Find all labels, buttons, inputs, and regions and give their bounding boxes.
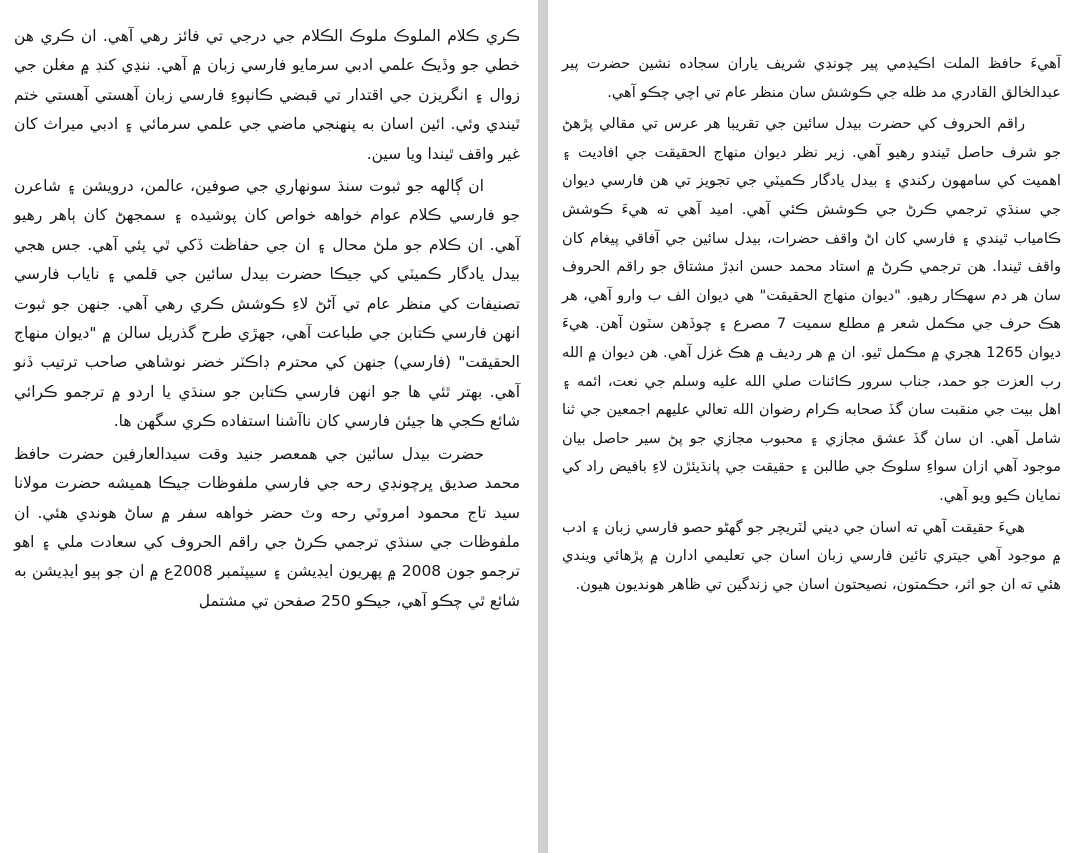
right-page (548, 0, 1079, 853)
left-paragraph-2: ان ڳالهه جو ثبوت سنڌ سونهاري جي صوفين، عالمن، درويشن ۽ شاعرن جو فارسي ڪلام عوام خواهه خواص کان پوشيده ۽ سمجهڻ کان ٻاهر رهيو آهي. ان ڪلام جو ملڻ محال ۽ ان جي حفاظت ڏکي ٿي پئي آهي. جس هجي بيدل يادگار ڪميٽي کي جيڪا حضرت بيدل سائين جي قلمي ۽ ناياب فارسي تصنيفات کي منظر عام تي آڻڻ لاءِ ڪوشش ڪري رهي آهي. جنهن جو ثبوت انهن فارسي ڪتابن جي طباعت آهي، جهڙي طرح گذريل سالن ۾ "ديوان منهاج الحقيقت" (فارسي) جنهن کي محترم ڊاڪٽر خضر نوشاهي صاحب ترتيب ڏنو آهي. بهتر ٿئي ها جو انهن فارسي ڪتابن جو سنڌي يا اردو ۾ ترجمو ڪرائي شائع ڪجي ها جيئن فارسي کان ناآشنا استفاده ڪري سگهن ها. (14, 177, 520, 431)
left-paragraph-3: حضرت بيدل سائين جي همعصر جنيد وقت سيدالعارفين حضرت حافظ محمد صديق ڀرچونڊي رحه جي فارسي ملفوظات جيڪا هميشه حضرت مولانا سيد تاج محمود امروٽي رحه وٽ حضر خواهه سفر ۾ ساڻ هوندي هئي. ان ملفوظات جي سنڌي ترجمي ڪرڻ جي راقم الحروف کي سعادت ملي ۽ اهو ترجمو جون 2008 ۾ پهريون ايڊيشن ۽ سيپٽمبر 2008ع ۾ ان جو ٻيو ايڊيشن به شائع ٿي چڪو آهي، جيڪو 250 صفحن تي مشتمل (14, 444, 520, 610)
left-paragraph-1: ڪري ڪلام الملوڪ ملوڪ الڪلام جي درجي تي فائز رهي آهي. ان ڪري هن خطي جو وڏيڪ علمي ادبي سرمايو فارسي زبان ۾ آهي. ننڍي کنڊ ۾ مغلن جي زوال ۽ انگريزن جي اقتدار تي قبضي ڪانپوءِ فارسي زبان آهستي آهستي ختم ٿيندي وئي. ائين اسان به پنهنجي ماضي جي علمي سرمائي ۽ ادبي ميراث کان غير واقف ٿيندا ويا سين. (14, 27, 520, 163)
left-page (0, 0, 538, 853)
right-paragraph-2: راقم الحروف کي حضرت بيدل سائين جي تقريبا هر عرس تي مقالي پڙهڻ جو شرف حاصل ٿيندو رهيو آهي. زير نظر ديوان منهاج الحقيقت جي افاديت ۽ اهميت کي سامهون رکندي ۽ بيدل يادگار ڪميٽي جي تجويز تي هن فارسي ديوان جي سنڌي ترجمي ڪرڻ جي ڪوشش ڪئي آهي. اميد آهي ته هيءَ ڪوشش ڪامياب ٿيندي ۽ فارسي کان اڻ واقف حضرات، بيدل سائين جي آفاقي پيغام کان واقف ٿيندا. هن ترجمي ڪرڻ ۾ استاد محمد حسن انڊڙ مشتاق جو راقم الحروف سان هر دم سهڪار رهيو. "ديوان منهاج الحقيقت" هي ديوان الف ب وارو آهي، هر هڪ حرف جي مڪمل شعر ۾ مطلع سميت 7 مصرع ۽ چوڏهن سٽون آهن. هيءَ ديوان 1265 هجري ۾ مڪمل ٿيو. ان ۾ هر رديف ۾ هڪ غزل آهي. هن ديوان ۾ الله رب العزت جو حمد، جناب سرور ڪائنات صلي الله عليه وسلم جي نعت، ائمه ۽ اهل بيت جي منقبت سان گڏ صحابه ڪرام رضوان الله تعالي عليهم اجمعين جي ثنا شامل آهي. ان سان گڏ عشق مجازي ۽ محبوب مجازي جو پڻ سير حاصل بيان موجود آهي ازان سواءِ سلوڪ جي طالبن ۽ حقيقت جي پانڌيئڙن لاءِ بافيض راد کي نمايان ڪيو ويو آهي. (562, 115, 1061, 504)
right-paragraph-1: آهيءَ حافظ الملت اڪيڊمي پير چونڊي شريف ياران سجاده نشين حضرت پير عبدالخالق القادري مد ظله جي ڪوشش سان منظر عام تي اچي چڪو آهي. (562, 55, 1061, 101)
right-paragraph-3: هيءَ حقيقت آهي ته اسان جي ديني لٽريچر جو گهڻو حصو فارسي زبان ۽ ادب ۾ موجود آهي جيتري تائين فارسي زبان اسان جي تعليمي ادارن ۾ پڙهائي ويندي هئي ته ان جو اثر، حڪمتون، نصيحتون اسان جي زندگين تي ظاهر هونديون هيون. (562, 518, 1061, 593)
page-gutter (538, 0, 548, 853)
